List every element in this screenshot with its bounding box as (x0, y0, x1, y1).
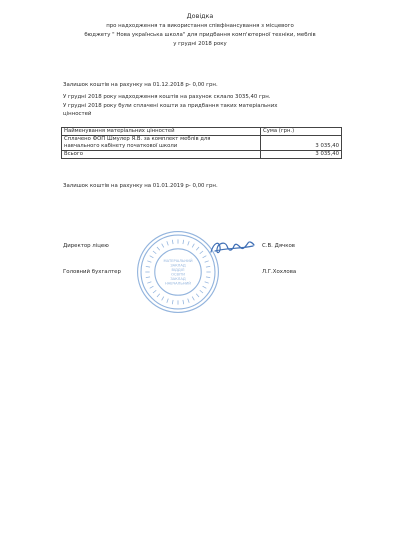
stamp-ring-mark (196, 294, 199, 297)
stamp-text-line: НАВЧАЛЬНИЙ (165, 281, 191, 286)
stamp-ring-mark (203, 256, 207, 258)
table-header-row (62, 128, 342, 136)
assets-table (61, 127, 342, 159)
stamp-ring-mark (167, 241, 168, 245)
stamp-ring-mark (192, 297, 194, 301)
table-row-sum: 3 035,40 (261, 136, 342, 151)
stamp-ring-mark (172, 240, 173, 244)
accountant-name: Л.Г.Хохлова (262, 269, 297, 275)
heading-line-1: про надходження та використання співфінансування з місцевого (106, 23, 294, 29)
heading-line-3: у грудні 2018 року (173, 41, 227, 47)
stamp-ring-mark (205, 282, 209, 283)
table-total-sum: 3 035,40 (261, 151, 342, 159)
table-header-name: Найменування матеріальних цінностей (62, 128, 261, 136)
stamp-ring-mark (206, 266, 210, 267)
stamp-ring-mark (183, 240, 184, 244)
stamp-ring-mark (200, 251, 203, 254)
stamp-text-line: ВІДДІЛ (171, 268, 185, 273)
stamp-ring-mark (157, 294, 160, 297)
stamp-text-line: МАТЕРІАЛЬНИЙ (163, 259, 193, 264)
accountant-title: Головний бухгалтер (63, 269, 121, 275)
stamp-ring-mark (157, 247, 160, 250)
stamp-ring-mark (200, 290, 203, 293)
stamp-ring-mark (206, 277, 210, 278)
stamp-ring-mark (162, 244, 164, 248)
stamp-ring-mark (192, 244, 194, 248)
spent-line-1: У грудні 2018 року були сплачені кошти за придбання таких матеріальних (63, 103, 278, 109)
stamp-ring-mark (196, 247, 199, 250)
stamp-ring-mark (153, 251, 156, 254)
stamp-ring-mark (162, 297, 164, 301)
table-total-row (62, 151, 342, 159)
table-total-label: Всього (62, 151, 261, 159)
stamp-ring-mark (167, 299, 168, 303)
director-signature (208, 237, 256, 259)
receipt-line: У грудні 2018 року надходження коштів на рахунок склало 3035,40 грн. (63, 94, 271, 100)
stamp-ring-mark (203, 286, 207, 288)
stamp-text-line: ОСВІТИ (171, 272, 185, 277)
stamp-ring-mark (147, 261, 151, 262)
stamp-ring-mark (205, 261, 209, 262)
stamp-text-line: ЗАКЛАД (170, 276, 186, 281)
stamp-ring-mark (188, 241, 189, 245)
stamp-ring-mark (146, 277, 150, 278)
stamp-ring-mark (188, 299, 189, 303)
table-row (62, 136, 342, 151)
balance-start: Залишок коштів на рахунку на 01.12.2018 р- 0,00 грн. (63, 82, 218, 88)
stamp-ring-mark (150, 286, 154, 288)
stamp-ring-mark (153, 290, 156, 293)
balance-end: Залишок коштів на рахунку на 01.01.2019 р- 0,00 грн. (63, 183, 218, 189)
director-name: С.В. Дячков (262, 243, 295, 249)
stamp-ring-mark (172, 300, 173, 304)
document-title: Довідка (186, 12, 214, 20)
stamp-ring-mark (147, 282, 151, 283)
director-title: Директор ліцею (63, 243, 109, 249)
stamp-ring-mark (183, 300, 184, 304)
stamp-ring-mark (146, 266, 150, 267)
table-row-name-line-1: Сплачено ФОП Шмулер Я.В. за комплект меблів для (64, 136, 211, 142)
table-header-sum: Сума (грн.) (261, 128, 342, 136)
table-row-name (62, 136, 261, 151)
stamp-ring-mark (150, 256, 154, 258)
spent-line-2: цінностей (63, 111, 92, 117)
stamp-text-line: ЗАКЛАД (170, 263, 186, 268)
table-row-name-line-2: навчального кабінету початкової школи (64, 143, 178, 149)
heading-line-2: бюджету " Нова українська школа" для придбання комп'ютерної техніки, меблів (84, 32, 316, 38)
